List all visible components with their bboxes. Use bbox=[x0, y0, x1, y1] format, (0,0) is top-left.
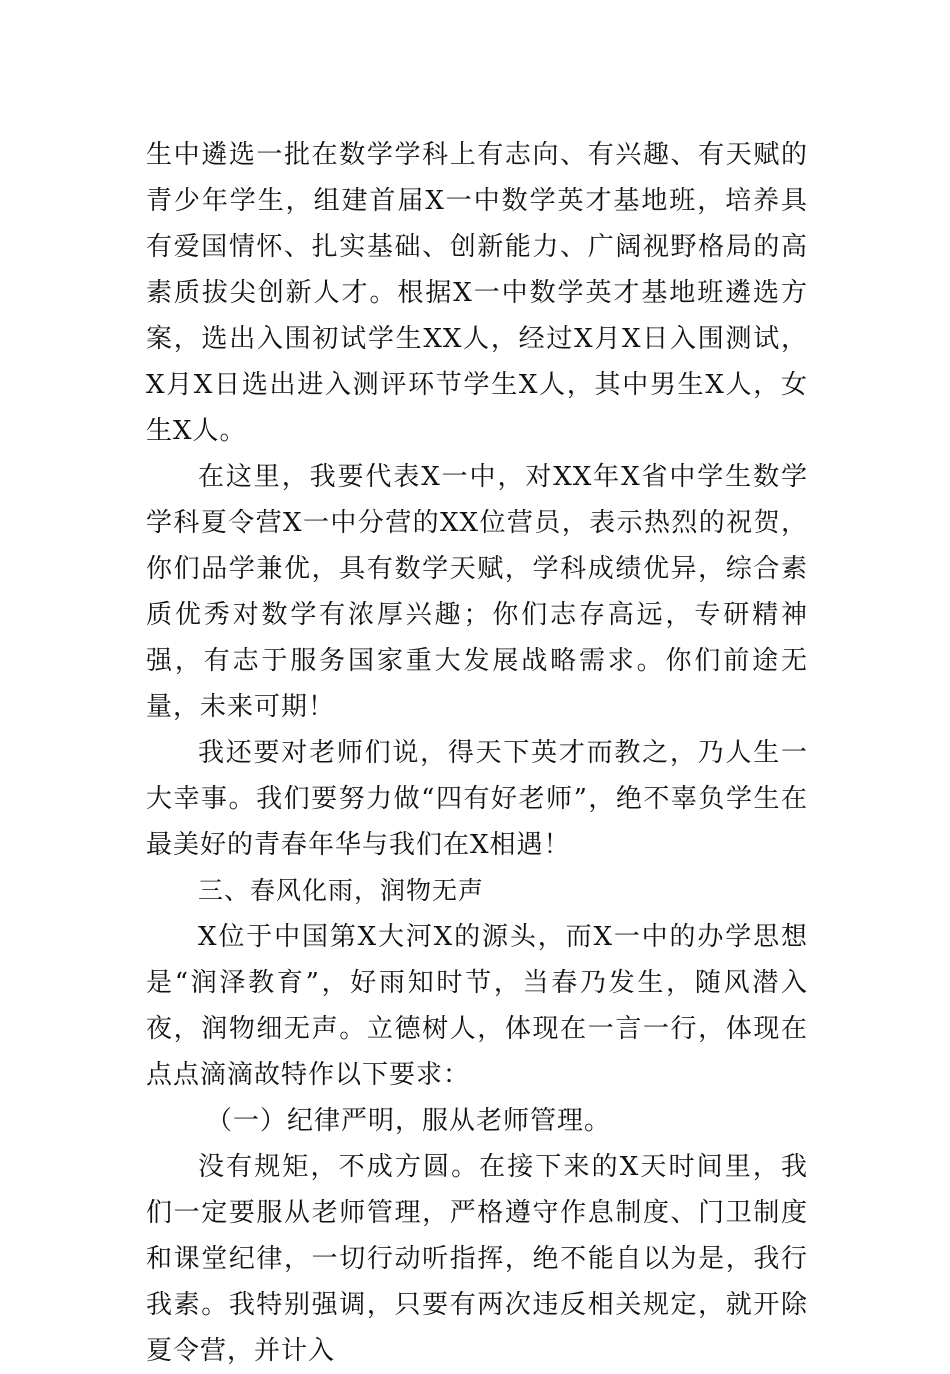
subheading-discipline: （一）纪律严明，服从老师管理。 bbox=[206, 1106, 612, 1136]
document-body bbox=[146, 132, 808, 1374]
paragraph-congratulations: 在这里，我要代表X一中，对XX年X省中学生数学学科夏令营X一中分营的XX位营员，表示热烈的祝贺，你们品学兼优，具有数学天赋，学科成绩优异，综合素质优秀对数学有浓厚兴趣；你们志存高远，专研精神强，有志于服务国家重大发展战略需求。你们前途无量，未来可期！ bbox=[146, 462, 808, 722]
paragraph-teachers: 我还要对老师们说，得天下英才而教之，乃人生一大幸事。我们要努力做“四有好老师”，绝不辜负学生在最美好的青春年华与我们在X相遇！ bbox=[146, 738, 808, 860]
paragraph-rules: 没有规矩，不成方圆。在接下来的X天时间里，我们一定要服从老师管理，严格遵守作息制度、门卫制度和课堂纪律，一切行动听指挥，绝不能自以为是，我行我素。我特别强调，只要有两次违反相关规定，就开除夏令营，并计入 bbox=[146, 1152, 808, 1366]
paragraph-continuation: 生中遴选一批在数学学科上有志向、有兴趣、有天赋的青少年学生，组建首届X一中数学英才基地班，培养具有爱国情怀、扎实基础、创新能力、广阔视野格局的高素质拔尖创新人才。根据X一中数学英才基地班遴选方案，选出入围初试学生XX人，经过X月X日入围测试，X月X日选出进入测评环节学生X人，其中男生X人，女生X人。 bbox=[146, 140, 808, 446]
section-heading-three: 三、春风化雨，润物无声 bbox=[198, 876, 485, 905]
paragraph-runze-education: X位于中国第X大河X的源头，而X一中的办学思想是“润泽教育”，好雨知时节，当春乃发生，随风潜入夜，润物细无声。立德树人，体现在一言一行，体现在点点滴滴故特作以下要求： bbox=[146, 922, 808, 1090]
